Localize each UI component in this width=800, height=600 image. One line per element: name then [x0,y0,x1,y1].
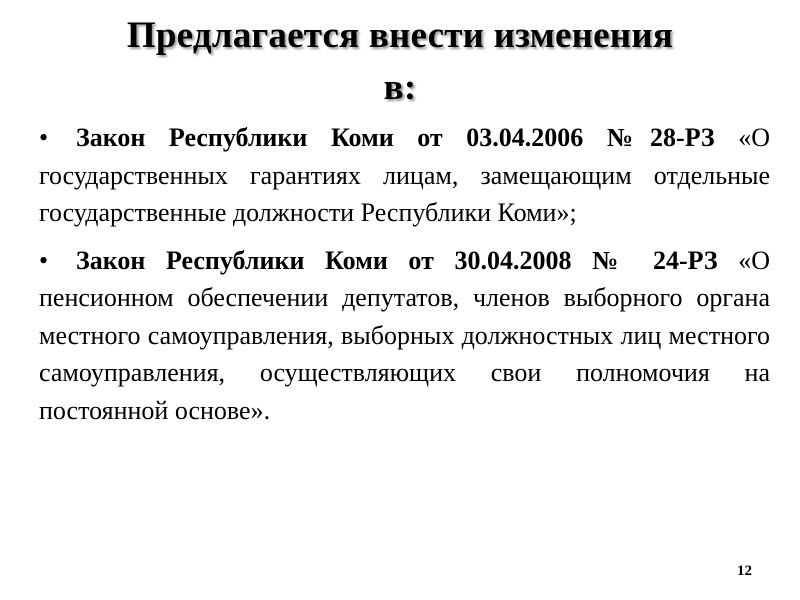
list-item [39,242,770,430]
slide-title-line-1: Предлагается внести изменения [126,15,674,56]
law-reference: Закон Республики Коми от 03.04.2006 №28-РЗ [76,123,715,152]
list-item [39,119,770,232]
slide-title-line-2: в: [383,67,417,108]
slide-title [40,10,760,114]
bullet-icon: • [39,245,49,275]
amendment-list [39,119,770,429]
law-reference: Закон Республики Коми от 30.04.2008 № 24-РЗ [76,245,718,275]
bullet-icon: • [39,123,49,152]
page-number: 12 [737,563,752,579]
law-description: «О государственных гарантиях лицам, замещающим отдельные государственные должности Республики Коми»; [39,123,771,227]
law-description: «О пенсионном обеспечении депутатов, членов выборного органа местного самоуправления, выборных должностных лиц местного самоуправления, осуществляющих свои полномочия на постоянной основе». [39,245,771,425]
